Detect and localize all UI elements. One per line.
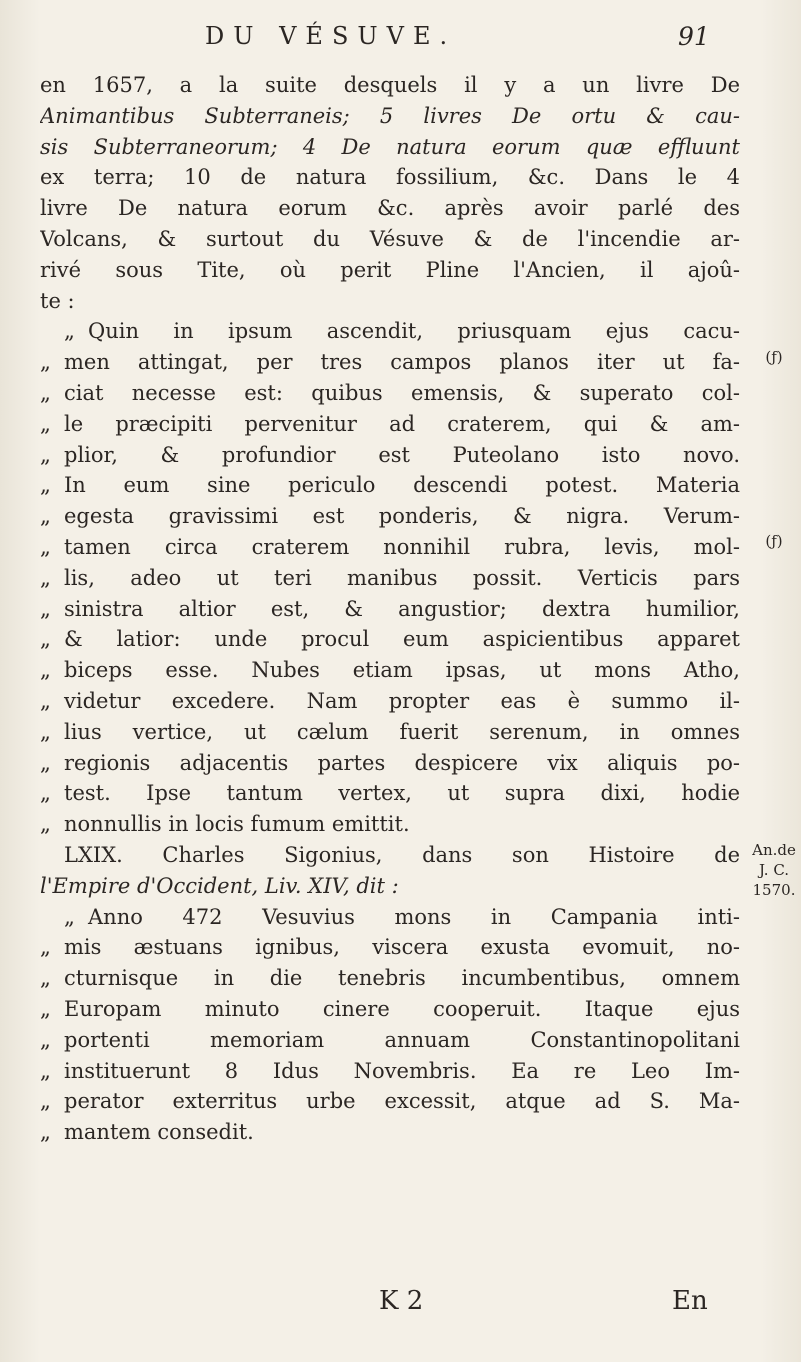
quote-line: „ portenti memoriam annuam Constantinopolitani	[40, 1027, 740, 1052]
margin-note-date: An.de J. C. 1570.	[752, 841, 796, 899]
quote-line: „ In eum sine periculo descendi potest. Materia	[40, 473, 740, 498]
quote-line: „ ciat necesse est: quibus emensis, & superato col-	[40, 380, 740, 405]
quote-line: „ mantem consedit.	[40, 1120, 254, 1145]
quote-line: „ perator exterritus urbe excessit, atque ad S. Ma-	[40, 1089, 740, 1114]
running-head: DU VÉSUVE.	[205, 22, 457, 50]
signature-mark: K 2	[379, 1286, 424, 1316]
page-header	[0, 22, 801, 62]
quote-line: „ Quin in ipsum ascendit, priusquam ejus cacu-	[64, 319, 740, 344]
text-line: livre De natura eorum &c. après avoir parlé des	[40, 196, 740, 221]
text-line: rivé sous Tite, où perit Pline l'Ancien, il ajoû-	[40, 257, 740, 282]
text-line: Volcans, & surtout du Vésuve & de l'incendie ar-	[40, 226, 740, 251]
text-line: en 1657, a la suite desquels il y a un livre De	[40, 73, 740, 97]
quote-line: „ regionis adjacentis partes despicere vix aliquis po-	[40, 750, 740, 775]
quote-line: „ plior, & profundior est Puteolano isto novo.	[40, 442, 740, 467]
text-line: ex terra; 10 de natura fossilium, &c. Dans le 4	[40, 165, 740, 190]
margin-note: (ƒ)	[765, 348, 783, 366]
quote-line: „ & latior: unde procul eum aspicientibus apparet	[40, 627, 740, 652]
text-line: l'Empire d'Occident, Liv. XIV, dit :	[40, 873, 399, 898]
quote-line: „ men attingat, per tres campos planos iter ut fa-	[40, 350, 740, 375]
quote-line: „ sinistra altior est, & angustior; dextra humilior,	[40, 596, 740, 621]
quote-line: „ test. Ipse tantum vertex, ut supra dixi, hodie	[40, 781, 740, 806]
body-text	[40, 70, 740, 1148]
catchword: En	[672, 1286, 708, 1316]
quote-line: „ tamen circa craterem nonnihil rubra, levis, mol-	[40, 534, 740, 559]
page-footer	[0, 1286, 801, 1320]
section-text: LXIX. Charles Sigonius, dans son Histoire de	[64, 842, 740, 867]
text-line: sis Subterraneorum; 4 De natura eorum quæ effluunt	[40, 134, 740, 159]
quote-line: „ biceps esse. Nubes etiam ipsas, ut mons Atho,	[40, 658, 740, 683]
quote-line: „ egesta gravissimi est ponderis, & nigra. Verum-	[40, 504, 740, 529]
quote-line: „ le præcipiti pervenitur ad craterem, qui & am-	[40, 411, 740, 436]
quote-line: „ cturnisque in die tenebris incumbentibus, omnem	[40, 966, 740, 991]
quote-line: „ nonnullis in locis fumum emittit.	[40, 812, 410, 837]
quote-line: „ lis, adeo ut teri manibus possit. Verticis pars	[40, 565, 740, 590]
page-number: 91	[678, 22, 710, 51]
margin-note: (ƒ)	[765, 532, 783, 550]
text-line: te :	[40, 288, 75, 313]
quote-line: „ instituerunt 8 Idus Novembris. Ea re Leo Im-	[40, 1058, 740, 1083]
section-line	[40, 840, 740, 871]
quote-line: „ Europam minuto cinere cooperuit. Itaque ejus	[40, 996, 740, 1021]
quote-line: „ lius vertice, ut cælum fuerit serenum, in omnes	[40, 719, 740, 744]
quote-line: „ videtur excedere. Nam propter eas è summo il-	[40, 688, 740, 713]
text-line: Animantibus Subterraneis; 5 livres De ortu & cau-	[40, 103, 740, 128]
quote-line: „ mis æstuans ignibus, viscera exusta evomuit, no-	[40, 935, 740, 960]
quote-line: „ Anno 472 Vesuvius mons in Campania inti-	[64, 904, 740, 929]
